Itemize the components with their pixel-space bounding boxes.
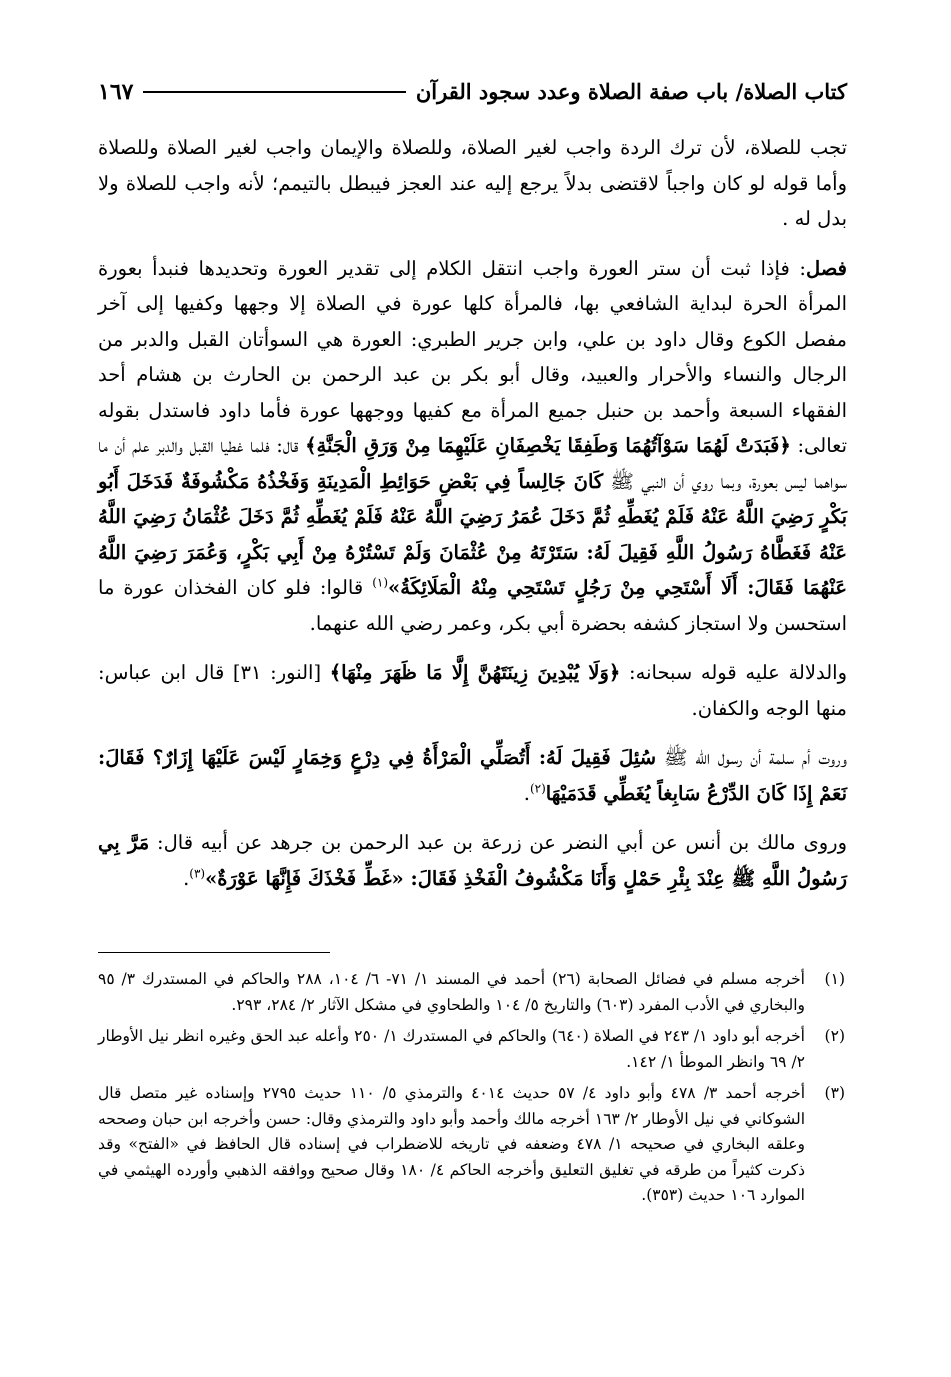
paragraph-umm-salama (98, 740, 847, 811)
footnote-mark: (٣) (824, 1084, 845, 1102)
quran-verse-2: ﴿وَلَا يُبْدِينَ زِينَتَهُنَّ إِلَّا مَا ظَهَرَ مِنْهَا﴾ (329, 661, 621, 684)
paragraph-fasl-text-b: قال: فلما غطيا القبل والدبر علم أن ما سواهما ليس بعورة، وبما روي أن النبي ﷺ (98, 434, 847, 493)
hadith-3: مَرَّ بِي رَسُولُ اللَّهِ ﷺ عِنْدَ بِئْرِ حَمْلٍ وَأَنَا مَكْشُوفُ الْفَخْذِ فَقَالَ: «غَطِّ فَخْذَكَ فَإِنَّهَا عَوْرَةٌ» (98, 831, 847, 890)
hadith-1: كَانَ جَالِساً فِي بَعْضِ حَوَائِطِ الْمَدِينَةِ وَفَخْذُهُ مَكْشُوفَةٌ فَدَخَلَ أَبُو بَكْرٍ رَضِيَ اللَّهُ عَنْهُ فَلَمْ يُغَطِّهِ ثُمَّ دَخَلَ عُمَرُ رَضِيَ اللَّهُ عَنْهُ فَلَمْ يُغَطِّهِ ثُمَّ دَخَلَ عُثْمَانُ رَضِيَ اللَّهُ عَنْهُ فَغَطَّاهُ رَسُولُ اللَّهِ فَقِيلَ لَهُ: سَتَرْتَهُ مِنْ عُثْمَانَ وَلَمْ تَسْتُرْهُ مِنْ أَبِي بَكْرٍ، وَعُمَرَ رَضِيَ اللَّهُ عَنْهُمَا فَقَالَ: أَلَا أَسْتَحِي مِنْ رَجُلٍ تَسْتَحِي مِنْهُ الْمَلَائِكَةُ» (98, 469, 848, 599)
header-rule (143, 91, 405, 93)
footnote-ref-3[interactable]: (٣) (189, 866, 206, 880)
footnote-ref-2[interactable]: (٢) (529, 781, 546, 795)
footnote (98, 1024, 847, 1075)
footnote-ref-1[interactable]: (١) (372, 575, 389, 590)
paragraph-fasl-text-c: قالوا: فلو كان الفخذان عورة ما استحسن ولا استجاز كشفه بحضرة أبي بكر، وعمر رضي الله عنهما. (98, 576, 847, 635)
quran-verse-1: ﴿فَبَدَتْ لَهُمَا سَوْآتُهُمَا وَطَفِقَا يَخْصِفَانِ عَلَيْهِمَا مِنْ وَرَقِ الْجَنَّةِ﴾ (305, 434, 791, 457)
footnote (98, 1081, 847, 1209)
paragraph-malik (98, 825, 847, 896)
paragraph-fasl (98, 251, 847, 642)
paragraph-malik-text: وروى مالك بن أنس عن أبي النضر عن زرعة بن عبد الرحمن بن جرهد عن أبيه قال: (157, 831, 847, 854)
paragraph-malik-end: . (183, 866, 190, 890)
section-lead: فصل (806, 256, 847, 280)
footnotes (98, 967, 847, 1209)
paragraph-1 (98, 130, 847, 237)
running-header (98, 78, 847, 106)
paragraph-umm-salama-end: . (523, 781, 530, 805)
footnote (98, 967, 847, 1018)
footnote-mark: (٢) (824, 1027, 845, 1045)
footnote-separator (98, 952, 330, 953)
footnote-text: أخرجه أبو داود ١/ ٢٤٣ في الصلاة (٦٤٠) والحاكم في المستدرك ١/ ٢٥٠ وأعله عبد الحق وغيره انظر نيل الأوطار ٢/ ٦٩ وانظر الموطأ ١/ ١٤٢. (98, 1027, 805, 1071)
paragraph-dalala-text-b: [النور: ٣١] قال ابن عباس: منها الوجه والكفان. (98, 661, 847, 720)
chapter-title: كتاب الصلاة/ باب صفة الصلاة وعدد سجود القرآن (415, 79, 847, 104)
footnote-text: أخرجه أحمد ٣/ ٤٧٨ وأبو داود ٤/ ٥٧ حديث ٤٠١٤ والترمذي ٥/ ١١٠ حديث ٢٧٩٥ وإسناده غير متصل قال الشوكاني في نيل الأوطار ٢/ ١٦٣ أخرجه مالك وأحمد وأبو داود والترمذي وقال: حسن وأخرجه ابن حبان وصححه وعلقه البخاري في صحيحه ١/ ٤٧٨ وضعفه في تاريخه للاضطراب في إسناده قال الحافظ في «الفتح» وقد ذكرت كثيراً من طرقه في تغليق التعليق وأخرجه الحاكم ٤/ ١٨٠ وقال صحيح ووافقه الذهبي وأورده الهيثمي في الموارد ١٠٦ حديث (٣٥٣). (98, 1084, 806, 1204)
paragraph-fasl-text-a: : فإذا ثبت أن ستر العورة واجب انتقل الكلام إلى تقدير العورة وتحديدها فنبدأ بعورة المرأة الحرة لبداية الشافعي بها، فالمرأة كلها عورة في الصلاة إلا وجهها وكفيها إلى آخر مفصل الكوع وقال داود بن علي، وابن جرير الطبري: العورة هي السوأتان القبل والدبر من الرجال والنساء والأحرار والعبيد، وقال أبو بكر بن عبد الرحمن بن الحارث بن هشام أحد الفقهاء السبعة وأحمد بن حنبل جميع المرأة مع كفيها ووجهها عورة فأما داود فاستدل بقوله تعالى: (98, 256, 847, 457)
paragraph-1-text: تجب للصلاة، لأن ترك الردة واجب لغير الصلاة، وللصلاة والإيمان واجب لغير الصلاة وللصلاة وأما قوله لو كان واجباً لاقتضى بدلاً يرجع إليه عند العجز فيبطل بالتيمم؛ لأنه واجب للصلاة ولا بدل له . (98, 136, 847, 230)
page-number: ١٦٧ (98, 79, 134, 105)
hadith-2: سُئِلَ فَقِيلَ لَهُ: أَتُصَلِّي الْمَرْأَةُ فِي دِرْعٍ وَخِمَارٍ لَيْسَ عَلَيْهَا إِزَارٌ؟ فَقَالَ: نَعَمْ إِذَا كَانَ الدِّرْعُ سَابِغاً يُغَطِّي قَدَمَيْهَا (98, 746, 847, 805)
paragraph-dalala (98, 655, 847, 726)
main-text (98, 130, 847, 896)
footnote-text: أخرجه مسلم في فضائل الصحابة (٢٦) أحمد في المسند ١/ ٧١- ٦/ ١٠٤، ٢٨٨ والحاكم في المستدرك ٣/ ٩٥ والبخاري في الأدب المفرد (٦٠٣) والتاريخ ٥/ ١٠٤ والطحاوي في مشكل الآثار ٢/ ٢٨٤، ٢٩٣. (98, 970, 805, 1014)
paragraph-dalala-text-a: والدلالة عليه قوله سبحانه: (629, 661, 847, 684)
footnote-mark: (١) (824, 970, 845, 988)
paragraph-umm-salama-text: وروت أم سلمة أن رسول الله ﷺ (663, 746, 848, 769)
